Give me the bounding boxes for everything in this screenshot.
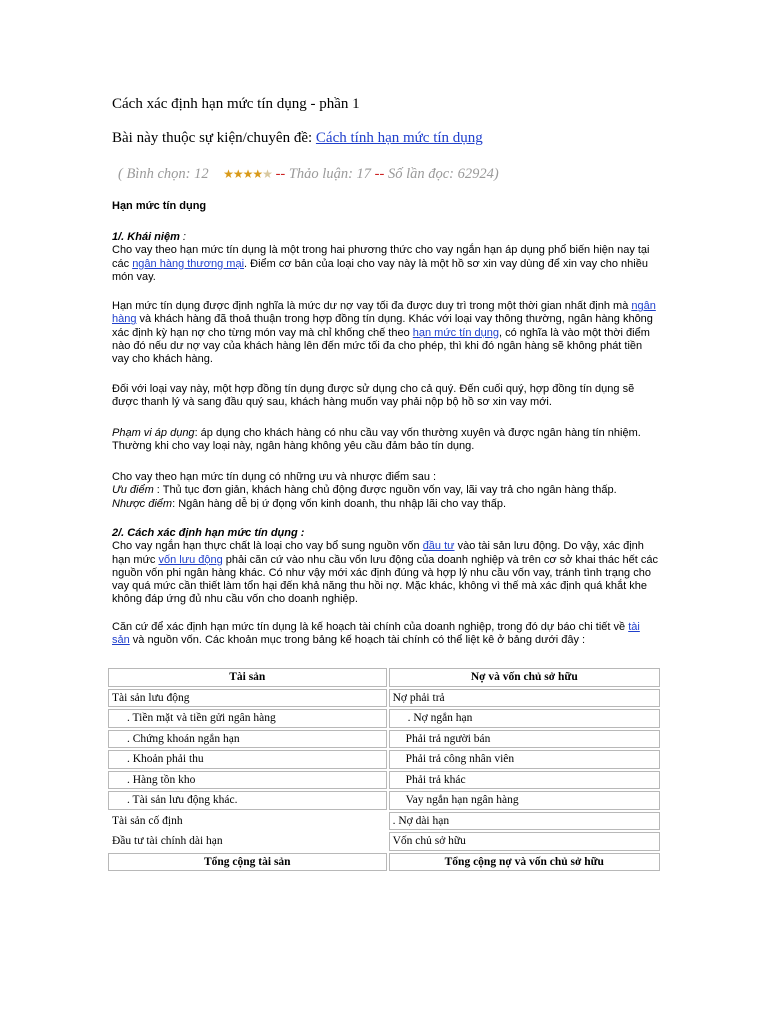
- link-working-capital[interactable]: vốn lưu động: [158, 553, 223, 566]
- table-header-row: [108, 668, 660, 687]
- definition-paragraph: Hạn mức tín dụng được định nghĩa là mức dư nợ vay tối đa được duy trì trong một thời gian nhất định mà ngân hàng và khách hàng đã thoả thuận trong hợp đồng tín dụng. Khác với loại vay thông thường, ngân hàng không xác định kỳ hạn nợ cho từng món vay mà chỉ khống chế theo hạn mức tín dụng, có nghĩa là vào một thời điểm nào đó nếu dư nợ vay của khách hàng lên đến mức tối đa cho phép, thì khi đó ngân hàng sẽ không phát tiền vay cho khách hàng.: [112, 300, 656, 366]
- table-row: [108, 689, 660, 708]
- quarterly-contract-paragraph: Đối với loại vay này, một hợp đồng tín dụng được sử dụng cho cả quý. Đến cuối quý, hợp đồng tín dụng sẽ được thanh lý và sang đầu quý sau, khách hàng muốn vay phải nộp bộ hồ sơ xin vay mới.: [112, 383, 635, 409]
- table-cell: Vay ngắn hạn ngân hàng: [389, 791, 660, 810]
- discussion-count: Thảo luận: 17: [288, 166, 372, 182]
- link-bank[interactable]: ngân hàng: [112, 300, 656, 326]
- vote-count: ( Bình chọn: 12: [118, 166, 209, 182]
- table-cell: Tài sản lưu động: [108, 689, 387, 708]
- method-title: 2/. Cách xác định hạn mức tín dụng :: [112, 527, 305, 539]
- rating-stars: [219, 166, 275, 182]
- total-assets: Tổng cộng tài sản: [108, 853, 387, 872]
- table-cell: . Tiền mặt và tiền gửi ngân hàng: [108, 709, 387, 728]
- table-cell: . Hàng tồn kho: [108, 771, 387, 790]
- table-cell: . Nợ ngắn hạn: [389, 709, 660, 728]
- table-row: [108, 832, 660, 851]
- read-count: Số lần đọc: 62924): [387, 166, 499, 182]
- topic-link[interactable]: Cách tính hạn mức tín dụng: [315, 130, 483, 146]
- table-cell: Tài sản cố định: [112, 814, 183, 827]
- topic-line: [112, 130, 483, 147]
- link-commercial-bank[interactable]: ngân hàng thương mại: [132, 257, 245, 270]
- table-row: [108, 812, 660, 831]
- table-cell: Nợ phải trả: [389, 689, 660, 708]
- table-cell: . Khoản phải thu: [108, 750, 387, 769]
- link-credit-limit[interactable]: hạn mức tín dụng: [412, 326, 499, 339]
- table-footer-row: [108, 853, 660, 872]
- star-icon: ★: [223, 167, 233, 181]
- concept-title: 1/. Khái niệm: [112, 231, 180, 243]
- article-meta: [118, 166, 499, 183]
- financial-plan-table: [106, 666, 662, 873]
- scope-label: Phạm vi áp dụng: [112, 427, 195, 439]
- table-cell: . Tài sản lưu động khác.: [108, 791, 387, 810]
- column-header-assets: Tài sản: [108, 668, 387, 687]
- table-cell: Phải trả khác: [389, 771, 660, 790]
- table-row: [108, 709, 660, 728]
- topic-prefix: Bài này thuộc sự kiện/chuyên đề:: [112, 130, 316, 146]
- cons-label: Nhược điểm: [112, 497, 173, 510]
- concept-section: 1/. Khái niệm : Cho vay theo hạn mức tín dụng là một trong hai phương thức cho vay ngắn hạn áp dụng phổ biến hiện nay tại các ngân hàng thương mại. Điểm cơ bản của loại cho vay này là một hồ sơ xin vay dùng để xin vay cho nhiều món vay.: [112, 231, 650, 283]
- pros-label: Ưu điểm: [112, 484, 154, 497]
- scope-paragraph: Phạm vi áp dụng: áp dụng cho khách hàng có nhu cầu vay vốn thường xuyên và được ngân hàng tín nhiệm. Thường khi cho vay loại này, ngân hàng không yêu cầu đảm bảo tín dụng.: [112, 427, 641, 453]
- star-icon: ★: [232, 167, 243, 181]
- pros-cons-paragraph: Cho vay theo hạn mức tín dụng có những ưu và nhược điểm sau : Ưu điểm : Thủ tục đơn giản, khách hàng chủ động được nguồn vốn vay, lãi vay trả cho ngân hàng thấp. Nhược điểm: Ngân hàng dễ bị ứ đọng vốn kinh doanh, thu nhập lãi cho vay thấp.: [112, 471, 617, 510]
- financial-plan-paragraph: Căn cứ để xác định hạn mức tín dụng là kế hoạch tài chính của doanh nghiệp, trong đó dự báo chi tiết về tài sản và nguồn vốn. Các khoản mục trong bảng kế hoạch tài chính có thể liệt kê ở bảng dưới đây :: [112, 621, 640, 647]
- total-liabilities-equity: Tổng cộng nợ và vốn chủ sở hữu: [389, 853, 660, 872]
- table-cell: . Nợ dài hạn: [389, 812, 660, 831]
- table-row: [108, 730, 660, 749]
- table-cell: . Chứng khoán ngắn hạn: [108, 730, 387, 749]
- method-section: 2/. Cách xác định hạn mức tín dụng : Cho vay ngắn hạn thực chất là loại cho vay bổ sung nguồn vốn đầu tư vào tài sản lưu động. Do vậy, xác định hạn mức vốn lưu động phải căn cứ vào nhu cầu vốn lưu động của doanh nghiệp và trên cơ sở khai thác hết các nguồn vốn phi ngân hàng khác. Có như vậy mới xác định đúng và hợp lý nhu cầu vốn vay, tránh tình trạng cho vay quá mức cần thiết làm tổn hại đến khả năng thu hồi nợ. Mặc khác, không vì thế mà xác định quá khắt khe không đáp ứng đủ nhu cầu vốn cho doanh nghiệp.: [112, 527, 658, 606]
- link-assets[interactable]: tài sản: [112, 621, 640, 647]
- table-row: [108, 750, 660, 769]
- table-cell: Đầu tư tài chính dài hạn: [112, 835, 223, 848]
- column-header-liabilities-equity: Nợ và vốn chủ sở hữu: [389, 668, 660, 687]
- section-heading: Hạn mức tín dụng: [112, 200, 207, 212]
- table-row: [108, 791, 660, 810]
- table-cell: Phải trả người bán: [389, 730, 660, 749]
- page-title: Cách xác định hạn mức tín dụng - phần 1: [112, 96, 360, 112]
- star-icon: ★: [242, 167, 253, 181]
- table-cell: Vốn chủ sở hữu: [389, 832, 660, 851]
- star-empty-icon: ★: [262, 167, 272, 181]
- star-icon: ★: [252, 167, 263, 181]
- meta-separator: --: [374, 166, 385, 182]
- link-investment[interactable]: đầu tư: [422, 540, 455, 553]
- meta-separator: --: [275, 166, 286, 182]
- table-cell: Phải trả công nhân viên: [389, 750, 660, 769]
- table-row: [108, 771, 660, 790]
